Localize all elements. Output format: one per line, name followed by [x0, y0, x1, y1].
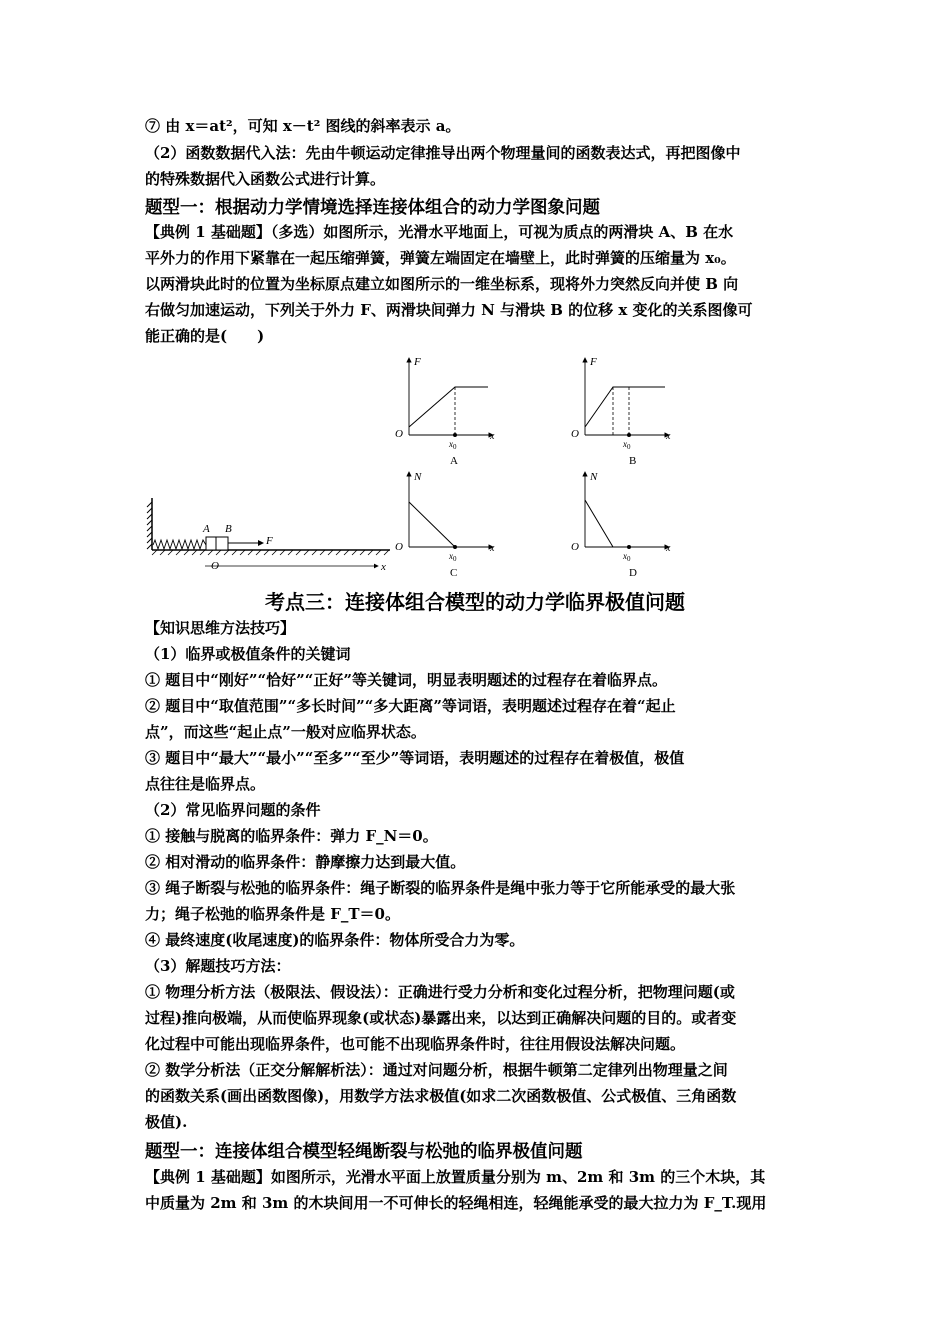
text-line: ① 接触与脱离的临界条件：弹力 F_N＝0。 — [145, 827, 438, 845]
x0-label: $x_0$ — [623, 439, 631, 451]
spring-scene — [147, 498, 390, 573]
graph-d — [571, 471, 671, 579]
origin-label: O — [395, 428, 403, 440]
axis-n-label: N — [414, 471, 422, 483]
text-line: 点往往是临界点。 — [145, 775, 266, 793]
text-line: （1）临界或极值条件的关键词 — [145, 645, 351, 663]
x0-label: $x_0$ — [449, 439, 457, 451]
axis-f-label: F — [590, 356, 597, 368]
text-line: ③ 绳子断裂与松弛的临界条件：绳子断裂的临界条件是绳中张力等于它所能承受的最大张 — [145, 879, 736, 897]
origin-label: O — [571, 541, 579, 553]
text-line: 【知识思维方法技巧】 — [145, 619, 296, 637]
text-line: ③ 题目中“最大”“最小”“至多”“至少”等词语，表明题述的过程存在着极值，极值 — [145, 749, 685, 767]
text-line: 过程)推向极端，从而使临界现象(或状态)暴露出来，以达到正确解决问题的目的。或者变 — [145, 1009, 737, 1027]
axis-f-label: F — [414, 356, 421, 368]
text-line: ④ 最终速度(收尾速度)的临界条件：物体所受合力为零。 — [145, 931, 525, 949]
option-b-label: B — [629, 455, 637, 467]
axis-x-label: x — [490, 431, 495, 442]
text-line: 的特殊数据代入函数公式进行计算。 — [145, 170, 386, 188]
example-line: 右做匀加速运动，下列关于外力 F、两滑块间弹力 N 与滑块 B 的位移 x 变化的关系图像可 — [145, 301, 753, 319]
example-line: 【典例 1 基础题】如图所示，光滑水平面上放置质量分别为 m、2m 和 3m 的三个木块，其 — [145, 1168, 766, 1186]
text-line: ② 数学分析法（正交分解解析法）：通过对问题分析，根据牛顿第二定律列出物理量之间 — [145, 1061, 728, 1079]
block-b-label: B — [225, 523, 232, 535]
text-line: ② 题目中“取值范围”“多长时间”“多大距离”等词语，表明题述过程存在着“起止 — [145, 697, 676, 715]
x0-label: $x_0$ — [449, 551, 457, 563]
axis-x-label: x — [490, 543, 495, 554]
text-line: ① 物理分析方法（极限法、假设法）：正确进行受力分析和变化过程分析，把物理问题(或 — [145, 983, 735, 1001]
example-line: 以两滑块此时的位置为坐标原点建立如图所示的一维坐标系，现将外力突然反向并使 B 向 — [145, 275, 739, 293]
origin-label: O — [395, 541, 403, 553]
axis-x-label: x — [666, 543, 671, 554]
kaodian-title: 考点三：连接体组合模型的动力学临界极值问题 — [265, 590, 685, 614]
text-line: 化过程中可能出现临界条件，也可能不出现临界条件时，往往用假设法解决问题。 — [145, 1035, 686, 1053]
physics-figure — [145, 350, 705, 585]
example-line: 【典例 1 基础题】（多选）如图所示，光滑水平地面上，可视为质点的两滑块 A、B 在水 — [145, 223, 734, 241]
text-line: ⑦ 由 x＝at²，可知 x－t² 图线的斜率表示 a。 — [145, 117, 461, 135]
option-c-label: C — [450, 567, 458, 579]
section-heading: 题型一：根据动力学情境选择连接体组合的动力学图象问题 — [145, 198, 600, 218]
section-heading: 题型一：连接体组合模型轻绳断裂与松弛的临界极值问题 — [145, 1142, 583, 1162]
text-line: ② 相对滑动的临界条件：静摩擦力达到最大值。 — [145, 853, 466, 871]
graph-a — [395, 356, 495, 467]
block-a-label: A — [203, 523, 210, 535]
text-line: 的函数关系(画出函数图像)，用数学方法求极值(如求二次函数极值、公式极值、三角函数 — [145, 1087, 737, 1105]
option-a-label: A — [450, 455, 458, 467]
text-line: 点”，而这些“起止点”一般对应临界状态。 — [145, 723, 426, 741]
text-line: ① 题目中“刚好”“恰好”“正好”等关键词，明显表明题述的过程存在着临界点。 — [145, 671, 667, 689]
text-line: （3）解题技巧方法： — [145, 957, 291, 975]
axis-n-label: N — [590, 471, 598, 483]
example-line: 能正确的是( ) — [145, 327, 265, 345]
origin-label: O — [211, 560, 219, 572]
axis-x-label: x — [381, 561, 386, 573]
option-d-label: D — [629, 567, 637, 579]
text-line: （2）常见临界问题的条件 — [145, 801, 321, 819]
text-line: 极值). — [145, 1113, 188, 1131]
graph-c — [395, 471, 495, 579]
origin-label: O — [571, 428, 579, 440]
example-line: 平外力的作用下紧靠在一起压缩弹簧，弹簧左端固定在墙壁上，此时弹簧的压缩量为 x₀。 — [145, 249, 736, 267]
example-line: 中质量为 2m 和 3m 的木块间用一不可伸长的轻绳相连，轻绳能承受的最大拉力为 F_T.现用 — [145, 1194, 767, 1212]
axis-x-label: x — [666, 431, 671, 442]
force-f-label: F — [266, 535, 273, 547]
text-line: 力；绳子松弛的临界条件是 F_T＝0。 — [145, 905, 400, 923]
graph-b — [571, 356, 671, 467]
x0-label: $x_0$ — [623, 551, 631, 563]
text-line: （2）函数数据代入法：先由牛顿运动定律推导出两个物理量间的函数表达式，再把图像中 — [145, 144, 741, 162]
